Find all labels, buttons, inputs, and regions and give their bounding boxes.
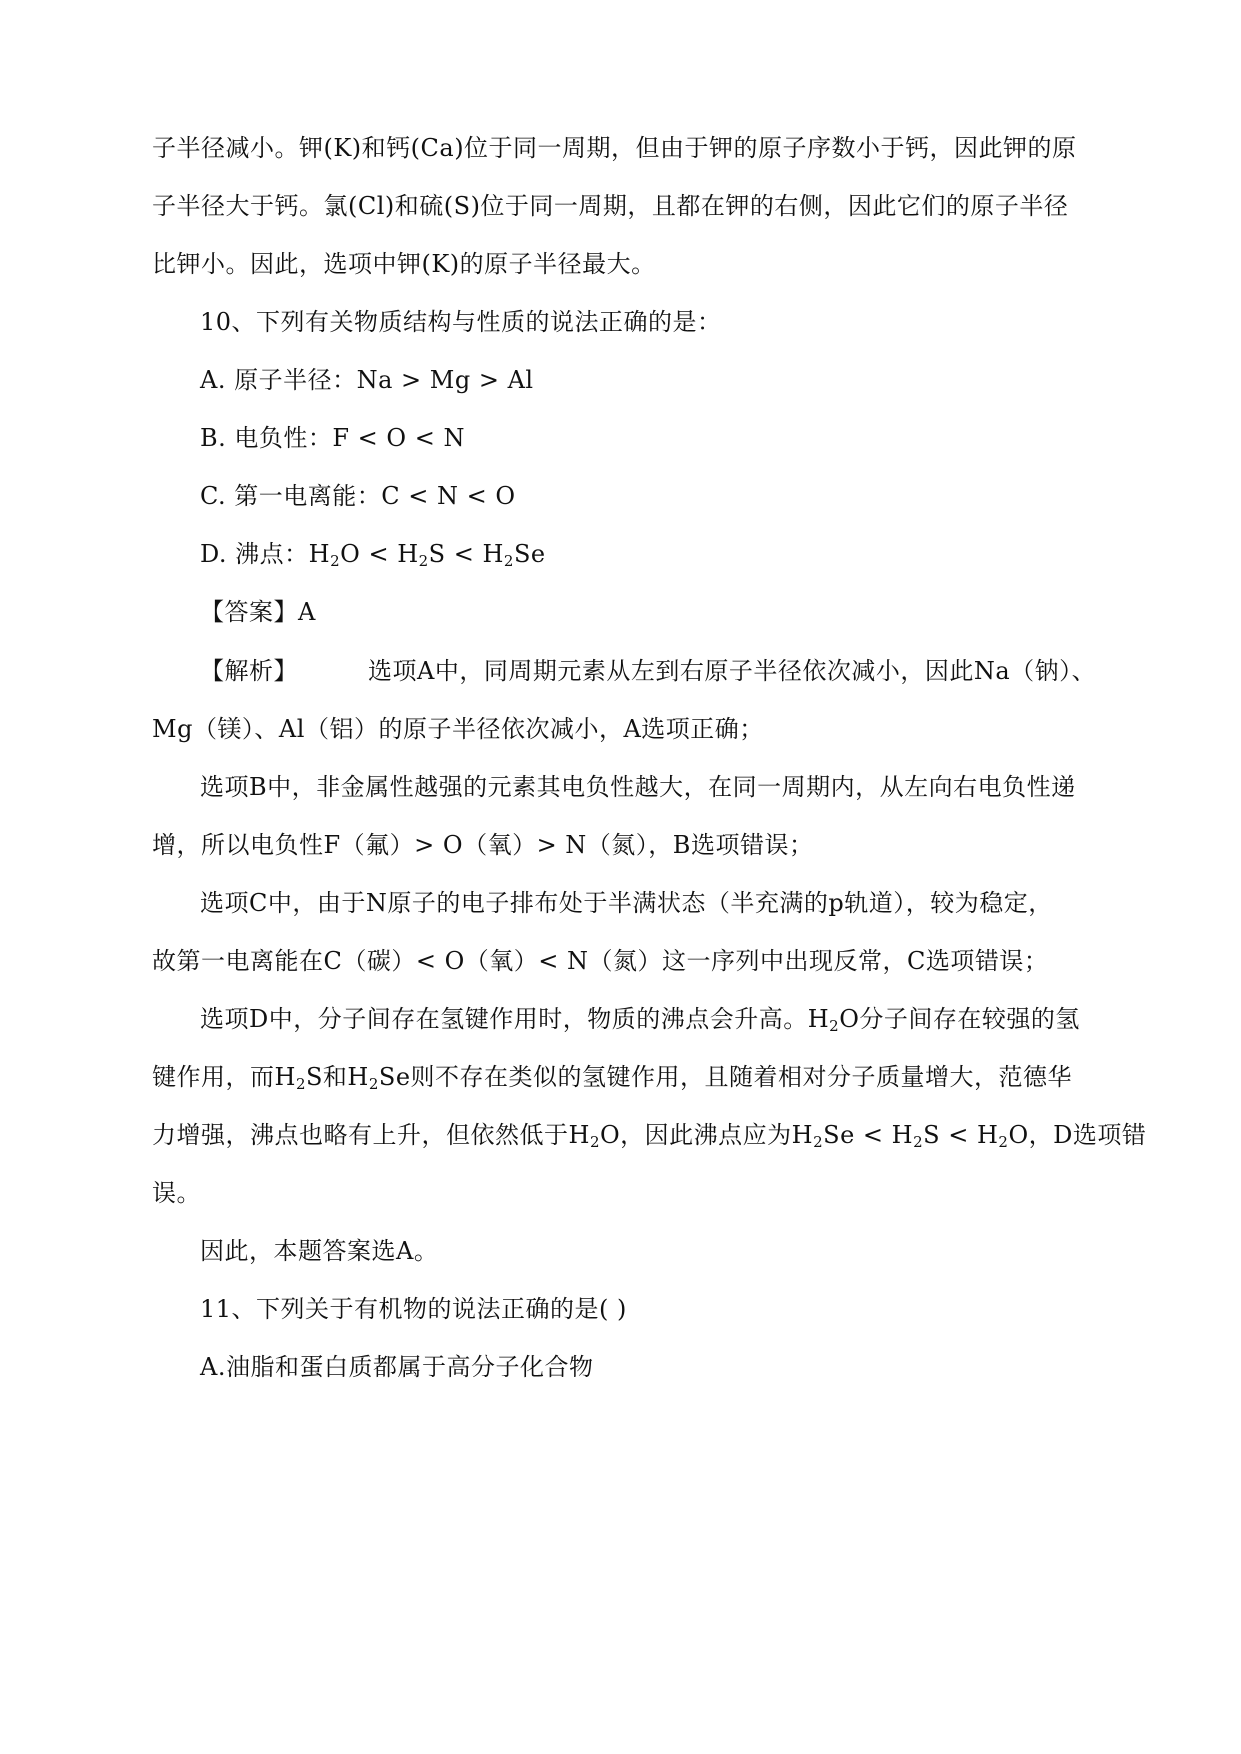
subscript: 2 [295, 1075, 306, 1093]
option-a: A. 原子半径：Na > Mg > Al [200, 366, 534, 394]
question-10: 10、下列有关物质结构与性质的说法正确的是： [200, 308, 722, 336]
text-line [152, 1061, 1121, 1093]
formula-part: H [482, 540, 504, 568]
conclusion-line: 因此，本题答案选A。 [200, 1237, 439, 1265]
text-part: Se则不存在类似的氢键作用，且随着相对分子质量增大，范德华 [378, 1063, 1073, 1091]
text-line: 子半径减小。钾(K)和钙(Ca)位于同一周期，但由于钾的原子序数小于钙，因此钾的原 [152, 134, 1077, 162]
text-part: Se < H [823, 1121, 914, 1149]
formula-part: S < [428, 540, 483, 568]
subscript: 2 [503, 552, 514, 570]
text-line: 误。 [152, 1179, 201, 1207]
answer-line: 【答案】A [200, 598, 316, 626]
formula-part: H [308, 540, 331, 568]
text-part: O，因此沸点应为H [599, 1121, 814, 1149]
analysis-line [200, 655, 1121, 687]
text-part: O分子间存在较强的氢 [839, 1005, 1080, 1033]
formula-part: H [397, 540, 419, 568]
analysis-label: 【解析】 [200, 657, 298, 685]
text-part: S < H [923, 1121, 999, 1149]
subscript: 2 [330, 552, 341, 570]
text-line: 增，所以电负性F（氟）> O（氧）> N（氮），B选项错误； [152, 831, 814, 859]
option-d [200, 538, 1121, 570]
option-d-prefix: D. 沸点： [200, 540, 309, 568]
formula-part: Se [513, 540, 546, 568]
formula-part: O < [340, 540, 398, 568]
text-part: S和H [305, 1063, 369, 1091]
text-line: 故第一电离能在C（碳）< O（氧）< N（氮）这一序列中出现反常，C选项错误； [152, 947, 1049, 975]
text-line: 选项C中，由于N原子的电子排布处于半满状态（半充满的p轨道），较为稳定， [200, 889, 1053, 917]
subscript: 2 [368, 1075, 379, 1093]
subscript: 2 [913, 1133, 924, 1151]
analysis-text: 选项A中，同周期元素从左到右原子半径依次减小，因此Na（钠）、 [368, 657, 1097, 685]
text-line: 比钾小。因此，选项中钾(K)的原子半径最大。 [152, 250, 656, 278]
text-line: 子半径大于钙。氯(Cl)和硫(S)位于同一周期，且都在钾的右侧，因此它们的原子半径 [152, 192, 1069, 220]
option-a: A.油脂和蛋白质都属于高分子化合物 [200, 1353, 594, 1381]
subscript: 2 [998, 1133, 1009, 1151]
subscript: 2 [813, 1133, 824, 1151]
question-11: 11、下列关于有机物的说法正确的是( ) [200, 1295, 627, 1323]
subscript: 2 [829, 1017, 840, 1035]
text-line [152, 1119, 1147, 1151]
subscript: 2 [418, 552, 429, 570]
text-part: 力增强，沸点也略有上升，但依然低于H [152, 1121, 590, 1149]
text-part: 选项D中，分子间存在氢键作用时，物质的沸点会升高。H [200, 1005, 830, 1033]
subscript: 2 [589, 1133, 600, 1151]
text-line: Mg（镁）、Al（铝）的原子半径依次减小，A选项正确； [152, 715, 764, 743]
text-line: 选项B中，非金属性越强的元素其电负性越大，在同一周期内，从左向右电负性递 [200, 773, 1076, 801]
option-c: C. 第一电离能：C < N < O [200, 482, 516, 510]
option-b: B. 电负性：F < O < N [200, 424, 465, 452]
text-part: O，D选项错 [1008, 1121, 1147, 1149]
text-part: 键作用，而H [152, 1063, 296, 1091]
text-line [200, 1003, 1121, 1035]
